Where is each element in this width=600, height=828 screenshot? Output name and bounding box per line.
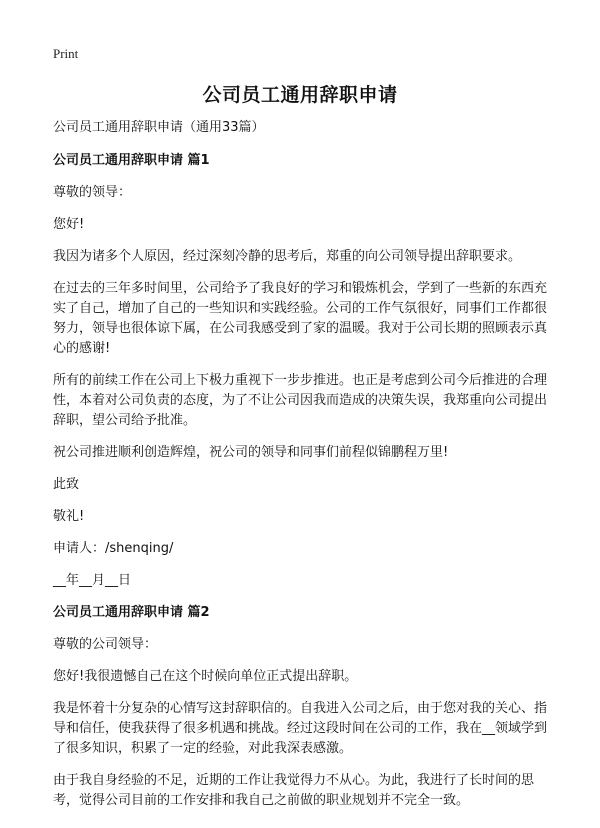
paragraph: 祝公司推进顺利创造辉煌，祝公司的领导和同事们前程似锦鹏程万里! xyxy=(53,445,449,460)
section-heading: 公司员工通用辞职申请 篇2 xyxy=(53,605,210,620)
closing-line: 敬礼! xyxy=(53,509,85,524)
page-title: 公司员工通用辞职申请 xyxy=(202,84,398,106)
section-heading: 公司员工通用辞职申请 篇1 xyxy=(53,153,210,168)
closing-line: 此致 xyxy=(53,477,80,492)
document-body xyxy=(53,118,550,823)
applicant-line: 申请人：/shenqing/ xyxy=(53,541,174,556)
greeting: 您好!我很遗憾自己在这个时候向单位正式提出辞职。 xyxy=(53,669,358,684)
greeting: 您好! xyxy=(53,217,85,232)
salutation: 尊敬的公司领导： xyxy=(53,637,158,652)
paragraph: 我是怀着十分复杂的心情写这封辞职信的。自我进入公司之后，由于您对我的关心、指导和信任，使我获得了很多机遇和挑战。经过这段时间在公司的工作，我在__领域学到了很多知识，积累了一定的经验，对此我深表感激。 xyxy=(53,701,548,756)
salutation: 尊敬的领导： xyxy=(53,185,132,200)
paragraph: 我因为诸多个人原因，经过深刻冷静的思考后，郑重的向公司领导提出辞职要求。 xyxy=(53,249,522,264)
paragraph: 所有的前续工作在公司上下极力重视下一步步推进。也正是考虑到公司今后推进的合理性，本着对公司负责的态度，为了不让公司因我而造成的决策失误，我郑重向公司提出辞职，望公司给予批准。 xyxy=(53,373,548,428)
paragraph: 在过去的三年多时间里，公司给予了我良好的学习和锻炼机会，学到了一些新的东西充实了自己，增加了自己的一些知识和实践经验。公司的工作气氛很好，同事们工作都很努力，领导也很体谅下属，在公司我感受到了家的温暖。我对于公司长期的照顾表示真心的感谢! xyxy=(53,281,548,356)
date-line: __年__月__日 xyxy=(53,573,132,588)
print-link[interactable]: Print xyxy=(53,46,79,61)
paragraph: 由于我自身经验的不足，近期的工作让我觉得力不从心。为此，我进行了长时间的思考，觉得公司目前的工作安排和我自己之前做的职业规划并不完全一致。 xyxy=(53,773,535,808)
document-subtitle: 公司员工通用辞职申请（通用33篇） xyxy=(53,120,265,135)
